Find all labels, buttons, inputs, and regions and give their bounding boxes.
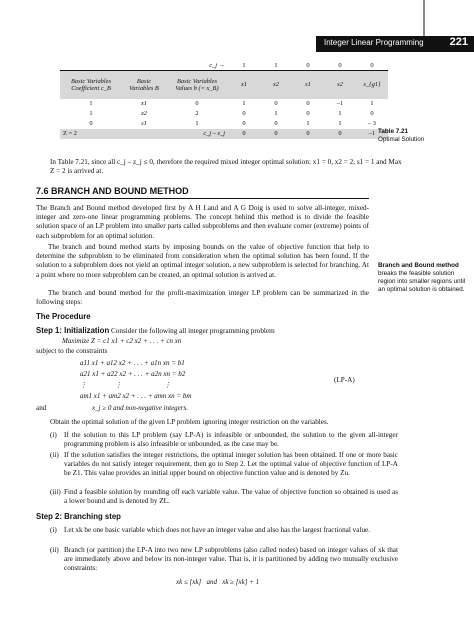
- cell: 0: [306, 100, 310, 107]
- col-header: Basic Variables Values b (= x_B): [175, 77, 219, 92]
- cell: 0: [274, 130, 278, 137]
- constraint-2: a21 x1 + a22 x2 + . . . + a2n xn = b2: [80, 370, 186, 378]
- cell: – 3: [368, 120, 376, 127]
- col-header: s1: [305, 81, 311, 89]
- cell: 0: [89, 120, 93, 127]
- step1-line: [36, 326, 456, 335]
- paragraph: The branch and bound method starts by imposing bounds on the value of objective function that help to determine the subproblem to be eliminated from consideration when the optimal solution has been found. If the solution to a subproblem does not yield an optimal integer solution, a new subproblem is selected for branching. At a point where no more subproblem can be created, an optimal solution is arrived at.: [36, 243, 369, 279]
- cj-value: 0: [338, 61, 342, 69]
- constraint-1: a11 x1 + a12 x2 + . . . + a1n xn = b1: [80, 359, 185, 367]
- table-caption-number: Table 7.21: [378, 128, 408, 135]
- table-row: [60, 109, 388, 119]
- cj-value: 1: [242, 61, 246, 69]
- cell: 1: [89, 100, 93, 107]
- cell: –1: [336, 100, 344, 107]
- list-number: (ii): [50, 546, 59, 554]
- cj-value: 0: [306, 61, 310, 69]
- cell: 1: [195, 120, 199, 127]
- cell: 1: [89, 110, 93, 117]
- cell: x1: [140, 100, 148, 107]
- cj-value: 0: [370, 61, 374, 69]
- z-row: [60, 129, 388, 139]
- cell: 0: [306, 110, 310, 117]
- cell: 0: [274, 100, 278, 107]
- cell: 0: [370, 110, 374, 117]
- cj-value: 1: [274, 61, 278, 69]
- page-number: 221: [449, 36, 468, 48]
- table-row: [60, 119, 388, 129]
- cell: c_j – z_j: [203, 130, 225, 137]
- sidenote-text: breaks the feasible solution region into smaller regions until an optimal solution is obtained.: [378, 270, 466, 293]
- header-rule-graphic: [316, 0, 474, 36]
- paragraph: The Branch and Bound method developed first by A H Land and A G Doig is used to solve all-integer, mixed-integer and zero-one linear programming problems. The concept behind this method is to divide the feasible solution space of an LP problem into smaller parts called subproblems and then evaluate corner (extreme) points of each subproblem for an optimal solution.: [36, 204, 369, 240]
- cell: 1: [338, 120, 342, 127]
- cell: 1: [338, 110, 342, 117]
- list-item: Branch (or partition) the LP-A into two new LP subproblems (also called nodes) based on integer values of xk that are immediately above and below its non-integer value. That is, it is partitioned by adding two mutually exclusive constraints:: [64, 546, 398, 572]
- cj-label: c_j →: [209, 61, 225, 69]
- subject-text: subject to the constraints: [36, 347, 108, 355]
- sidenote: [378, 262, 468, 294]
- col-header: s_{g1}: [363, 81, 381, 89]
- cell: 0: [195, 100, 199, 107]
- cell: 0: [306, 130, 310, 137]
- paragraph: The branch and bound method for the profit-maximization integer LP problem can be summarized in the following steps:: [36, 289, 369, 307]
- section-heading: 7.6 BRANCH AND BOUND METHOD: [36, 186, 189, 196]
- sidenote-bold: Branch and Bound method: [378, 262, 459, 269]
- cell: 0: [242, 130, 246, 137]
- table-row: [60, 99, 388, 109]
- cell: 1: [274, 110, 278, 117]
- procedure-heading: The Procedure: [36, 312, 91, 321]
- paragraph: In Table 7.21, since all c_j – z_j ≤ 0, therefore the required mixed integer optimal solution: x1 = 0, x2 = 2, s1 = 1 and Max Z = 2 is arrived at.: [50, 158, 402, 176]
- objective-function: Maximize Z = c1 x1 + c2 x2 + . . . + cn xn: [62, 337, 182, 345]
- and-word: and: [36, 404, 47, 412]
- list-item: If the solution satisfies the integer restrictions, the optimal integer solution has been obtained. If one or more basic variables do not satisfy integer requirement, then go to Step 2. Let the optimal value of objective function of LP-A be Z1. This value provides an initial upper bound on objective function value and is denoted by Zu.: [64, 451, 398, 477]
- nonneg-constraint: x_j ≥ 0 and non-negative integers.: [92, 404, 188, 412]
- col-header: x1: [240, 81, 248, 89]
- col-header: x2: [272, 81, 280, 89]
- list-item: If the solution to this LP problem (say LP-A) is infeasible or unbounded, the solution to the given all-integer programming problem is also infeasible or unbounded, as the case may be.: [64, 431, 398, 448]
- simplex-table: [60, 60, 388, 139]
- step2-title: Step 2: Branching step: [36, 512, 121, 521]
- list-item: Find a feasible solution by rounding off each variable value. The value of objective function so obtained is used as a lower bound and is denoted by ZL.: [64, 488, 398, 505]
- cell: 0: [242, 120, 246, 127]
- cell: 0: [338, 130, 342, 137]
- cell: 1: [242, 100, 246, 107]
- col-header: s2: [337, 81, 343, 89]
- constraint-m: am1 x1 + am2 x2 + . . . + amn xn = bm: [80, 392, 192, 400]
- list-item: Let xk be one basic variable which does not have an integer value and also has the largest fractional value.: [64, 526, 371, 534]
- cell: Z = 2: [63, 130, 77, 137]
- paragraph: Obtain the optimal solution of the given LP problem ignoring integer restriction on the variables.: [50, 418, 329, 426]
- lp-label: (LP-A): [334, 376, 355, 384]
- cell: 0: [274, 120, 278, 127]
- cell: s1: [141, 120, 147, 127]
- constraint-dots: ⋮ ⋮ ⋮: [80, 381, 171, 389]
- col-header: Basic Variables B: [129, 77, 159, 92]
- section-rule: [36, 198, 369, 199]
- page-header: [0, 0, 474, 52]
- list-number: (ii): [50, 451, 59, 459]
- step1-title: Step 1: Initialization: [36, 326, 110, 335]
- col-header: Basic Variables Coefficient c_B: [71, 77, 111, 92]
- cell: –1: [368, 130, 376, 137]
- cell: 1: [370, 100, 374, 107]
- cell: 1: [306, 120, 310, 127]
- list-number: (iii): [50, 488, 61, 496]
- step1-text: Consider the following all integer programming problem: [111, 327, 275, 335]
- cell: x2: [140, 110, 148, 117]
- header-band: [316, 36, 474, 52]
- list-number: (i): [50, 526, 57, 534]
- table-caption-text: Optimal Solution: [378, 136, 425, 143]
- list-number: (i): [50, 431, 57, 439]
- table-caption: [378, 128, 468, 144]
- branch-constraints: xk ≤ [xk] and xk ≥ [xk] + 1: [176, 578, 260, 586]
- chapter-title: Integer Linear Programming: [324, 38, 424, 47]
- cell: 2: [195, 110, 199, 117]
- cell: 0: [242, 110, 246, 117]
